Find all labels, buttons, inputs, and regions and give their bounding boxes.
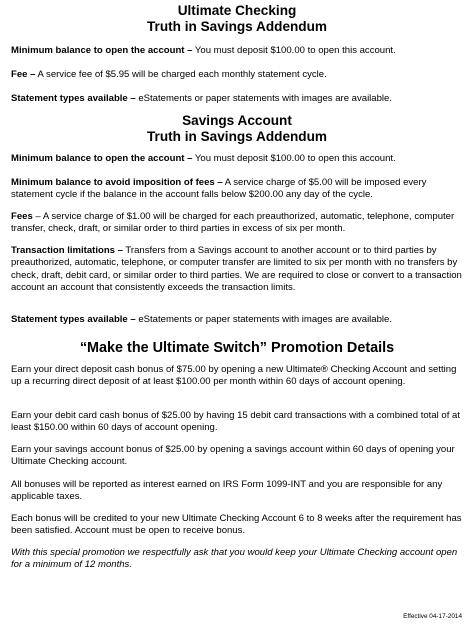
checking-statement-text: eStatements or paper statements with images are available. [135, 93, 393, 104]
checking-statement-types [11, 93, 463, 105]
checking-min-balance [11, 45, 463, 57]
savings-min-balance-label: Minimum balance to open the account – [11, 153, 193, 164]
savings-statement-text: eStatements or paper statements with images are available. [135, 314, 393, 325]
savings-limits-text: Transfers from a Savings account to another account or to third parties by preauthorized, automatic, telephone, or computer transfer are limited to six per month with no transfers by check, draft, debit card, or similar order to third parties. We are required to close or convert to a transaction account an account that consistently exceeds the transaction limits. [11, 245, 462, 294]
savings-avoid-fees-text: A service charge of $5.00 will be imposed every statement cycle if the balance in the account falls below $200.00 any day of the cycle. [11, 177, 427, 201]
savings-statement-label: Statement types available – [11, 314, 136, 325]
savings-limits-label: Transaction limitations – [11, 245, 123, 256]
checking-min-balance-text: You must deposit $100.00 to open this account. [192, 45, 396, 56]
effective-date: Effective 04-17-2014 [403, 613, 462, 620]
checking-min-balance-label: Minimum balance to open the account – [11, 45, 193, 56]
savings-fees-text: – A service charge of $1.00 will be charged for each preauthorized, automatic, telephone, computer transfer, check, draft, or similar order to third parties in excess of six per month. [11, 211, 455, 235]
savings-avoid-fees-label: Minimum balance to avoid imposition of fees – [11, 177, 223, 188]
savings-min-balance-text: You must deposit $100.00 to open this account. [192, 153, 396, 164]
promo-debit-card: Earn your debit card cash bonus of $25.00 by having 15 debit card transactions with a combined total of at least $150.00 within 60 days of account opening. [11, 410, 460, 434]
savings-transaction-limits [11, 245, 463, 295]
promo-direct-deposit: Earn your direct deposit cash bonus of $75.00 by opening a new Ultimate® Checking Account and setting up a recurring direct deposit of at least $100.00 per month within 60 days of account opening. [11, 364, 457, 388]
promo-savings-bonus: Earn your savings account bonus of $25.00 by opening a savings account within 60 days of opening your Ultimate Checking account. [11, 444, 455, 468]
checking-fee [11, 69, 463, 81]
promo-keep-open-request: With this special promotion we respectfully ask that you would keep your Ultimate Checking account open for a minimum of 12 months. [11, 547, 458, 571]
checking-subtitle: Truth in Savings Addendum [147, 19, 327, 34]
checking-title: Ultimate Checking [177, 3, 297, 18]
checking-fee-label: Fee – [11, 69, 36, 80]
checking-fee-text: A service fee of $5.95 will be charged each monthly statement cycle. [35, 69, 327, 80]
savings-statement-types [11, 314, 463, 326]
promotion-title: “Make the Ultimate Switch” Promotion Details [79, 340, 395, 356]
checking-statement-label: Statement types available – [11, 93, 136, 104]
promo-interest-reporting: All bonuses will be reported as interest earned on IRS Form 1099-INT and you are responsible for any applicable taxes. [11, 479, 443, 503]
savings-avoid-fees [11, 177, 463, 202]
savings-title: Savings Account [182, 113, 292, 128]
savings-min-balance [11, 153, 463, 165]
savings-fees-label: Fees [11, 211, 33, 222]
savings-subtitle: Truth in Savings Addendum [147, 129, 327, 144]
savings-fees [11, 211, 463, 236]
promo-credit-timing: Each bonus will be credited to your new Ultimate Checking Account 6 to 8 weeks after the requirement has been satisfied. Account must be open to receive bonus. [11, 513, 462, 537]
